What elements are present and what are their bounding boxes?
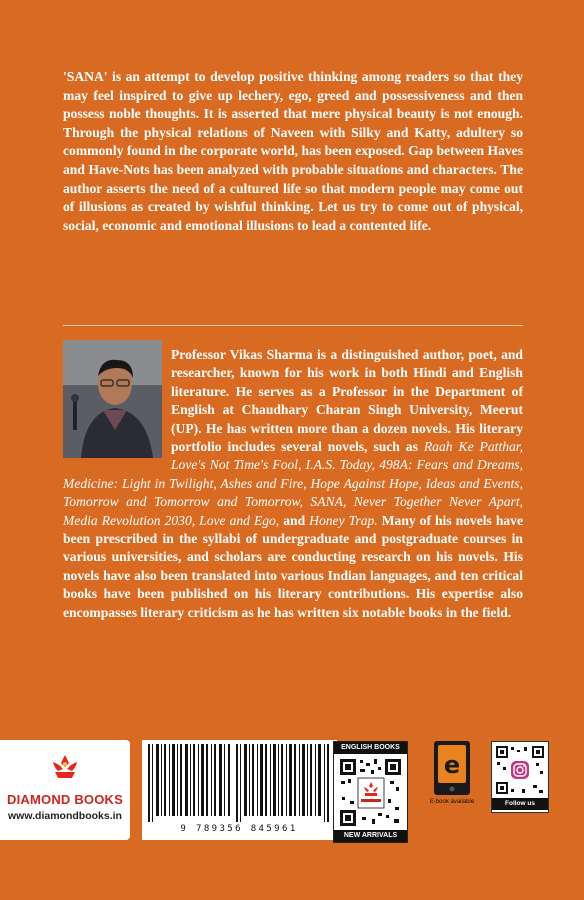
bio-and: and [279,512,310,528]
publisher-panel [0,740,130,840]
diamond-books-logo-icon [49,754,81,780]
isbn-barcode-panel [142,740,337,840]
barcode-graphic [146,744,332,822]
isbn-number: 9 789356 845961 [180,824,298,834]
qr-bottom-label: NEW ARRIVALS [334,830,407,842]
bio-intro: Professor Vikas Sharma is a distinguished author, poet, and researcher, known for his work in both Hindi and English literature. He serves as a Professor in the Department of English at Chaudhary Charan Singh University, Meerut (UP). He has written more than a dozen novels. His literary portfolio includes several novels, such as [171,347,523,455]
english-books-qr-panel[interactable] [333,741,408,843]
author-bio [63,346,523,622]
ebook-badge[interactable] [428,741,476,811]
publisher-name: DIAMOND BOOKS [7,792,123,807]
bio-novel-list: Raah Ke Patthar, Love's Not Time's Fool, I.A.S. Today, 498A: Fears and Dreams, Medicine: Light in Twilight, Ashes and Fire, Hope Against Hope, Ideas and Events, Tomorrow and Tomorrow and Tomorrow, SANA, Never Together Never Apart, Media Revolution 2030, Love and Ego, [63,439,523,528]
publisher-url[interactable]: www.diamondbooks.in [8,810,122,822]
section-divider [63,325,523,326]
book-blurb: 'SANA' is an attempt to develop positive thinking among readers so that they may feel inspired to give up lechery, ego, greed and possessiveness and then possess noble thoughts. It is asserted that mere physical beauty is not enough. Through the physical relations of Naveen with Silky and Katty, adultery so commonly found in the corporate world, has been exposed. Gap between Haves and Have-Nots has been analyzed with probable situations and characters. The author asserts the need of a cultured life so that modern people may come out of illusions as created by wishful thinking. Let us try to come out of physical, social, economic and emotional illusions to lead a contented life. [63,69,523,233]
ebook-letter: e [443,751,461,779]
bio-rest: Many of his novels have been prescribed in the syllabi of undergraduate and postgraduate courses in various universities, and scholars are conducting research on his novels. His novels have also been translated into various Indian languages, and ten critical books have been published on his literary contributions. His expertise also encompasses literary criticism as he has written six notable books in the field. [63,512,524,620]
qr-code-icon [338,757,403,828]
bio-last-novel: Honey Trap. [309,512,378,528]
photo-spacer [63,346,171,458]
ebook-icon [434,741,470,795]
qr-top-label: ENGLISH BOOKS [334,742,407,754]
instagram-qr-icon [495,745,545,795]
follow-us-label: Follow us [492,798,548,810]
follow-us-panel[interactable] [491,741,549,813]
ebook-label: E-book available [429,799,475,805]
